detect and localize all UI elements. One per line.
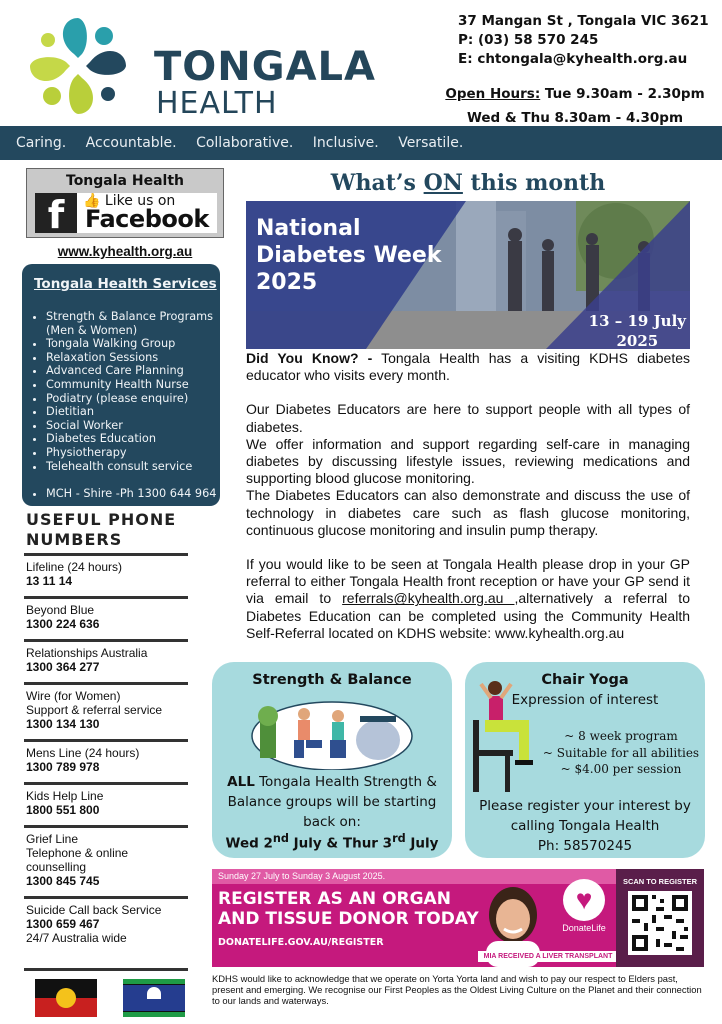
donatelife-ad[interactable]: [212, 869, 704, 967]
facebook-title: Tongala Health: [66, 173, 184, 189]
donate-url[interactable]: DONATELIFE.GOV.AU/REGISTER: [218, 937, 384, 948]
service-item: • Relaxation Sessions: [46, 351, 220, 365]
tagline-item: Accountable.: [85, 135, 177, 151]
yoga-detail: ~ 8 week program: [564, 729, 678, 743]
website-link[interactable]: www.kyhealth.org.au: [57, 244, 193, 259]
yoga-register: Please register your interest by calling Tongala Health Ph: 58570245: [471, 796, 699, 856]
phone-number[interactable]: 1300 845 745: [26, 874, 100, 888]
exercise-illustration-icon: [250, 696, 414, 770]
service-item: • Dietitian: [46, 405, 220, 419]
services-panel: [22, 264, 220, 506]
hours-label: Open Hours:: [445, 86, 541, 102]
heart-icon: ♥: [563, 879, 605, 921]
strength-dates: Wed 2nd July & Thur 3rd July: [225, 832, 439, 852]
acknowledgement: KDHS would like to acknowledge that we operate on Yorta Yorta land and wish to pay our respect to Elders past, present and emerging. We recognise our First Peoples as the Oldest Living Culture on the Planet and their connection to our lands and waterways.: [212, 973, 702, 1007]
phone-entry: Grief Line Telephone & online counselling 1300 845 745: [24, 825, 188, 896]
service-item: • Tongala Walking Group: [46, 337, 220, 351]
service-item: • Strength & Balance Programs (Men & Women): [46, 310, 220, 337]
tagline-item: Collaborative.: [196, 135, 294, 151]
tagline-item: Versatile.: [398, 135, 464, 151]
donate-headline: REGISTER AS AN ORGAN AND TISSUE DONOR TODAY: [218, 889, 479, 929]
open-hours: [440, 82, 710, 130]
yoga-phone[interactable]: Ph: 58570245: [537, 838, 633, 854]
diabetes-article: Did You Know? - Tongala Health has a visiting KDHS diabetes educator who visits every month. Our Diabetes Educators are here to support people with all types of diabetes. We offer information and support regarding self-care in managing diabetes by discussing lifestyle issues, reviewing medications and supporting blood glucose monitoring. The Diabetes Educators can also demonstrate and discuss the use of technology in diabetes care such as flash glucose monitoring, continuous glucose monitoring and insulin pump therapy. If you would like to be seen at Tongala Health please drop in your GP referral to either Tongala Health front reception or have your GP send it via email to referrals@kyhealth.org.au ,alternatively a referral to Diabetes Education can be completed using the Community Health Self-Referral located on KDHS website: www.kyhealth.org.au: [246, 350, 691, 641]
phone-number[interactable]: 13 11 14: [26, 574, 73, 588]
thumbs-up-icon: 👍: [83, 193, 101, 209]
service-item: • Community Health Nurse: [46, 378, 220, 392]
phone-entry: Suicide Call back Service 1300 659 467 24/7 Australia wide: [24, 896, 188, 953]
diabetes-week-banner: [246, 201, 690, 349]
chair-yoga-illustration-icon: [469, 676, 543, 796]
banner-title: National Diabetes Week 2025: [256, 216, 442, 295]
tongala-health-logo: [22, 10, 134, 122]
whats-on-title: What’s ON this month: [330, 170, 606, 196]
donate-caption: MIA RECEIVED A LIVER TRANSPLANT: [478, 951, 618, 962]
yoga-detail: ~ $4.00 per session: [560, 762, 682, 776]
aboriginal-flag-icon: [35, 979, 97, 1017]
paragraph: We offer information and support regarding self-care in managing diabetes by discussing lifestyle issues, reviewing medications and supporting blood glucose monitoring.: [246, 435, 690, 487]
brand-name: TONGALA: [154, 44, 376, 90]
address: 37 Mangan St , Tongala VIC 3621: [458, 13, 709, 29]
services-list: [46, 310, 220, 501]
tagline-item: Inclusive.: [312, 135, 379, 151]
services-title: Tongala Health Services: [34, 276, 217, 292]
card-title: Chair Yoga: [541, 672, 629, 688]
yoga-subtitle: Expression of interest: [511, 692, 659, 708]
phone-entry: Beyond Blue 1300 224 636: [24, 596, 188, 639]
donate-dates: Sunday 27 July to Sunday 3 August 2025.: [212, 869, 616, 884]
strength-balance-card: [212, 662, 452, 858]
referral-email-link[interactable]: referrals@kyhealth.org.au: [342, 590, 515, 607]
yoga-detail: ~ Suitable for all abilities: [542, 745, 700, 760]
facebook-word: Facebook: [85, 205, 209, 233]
brand-subtitle: HEALTH: [156, 86, 278, 121]
qr-label: SCAN TO REGISTER: [622, 877, 698, 886]
did-you-know-label: Did You Know? -: [246, 350, 373, 366]
facebook-like: 👍 Like us on: [83, 193, 176, 209]
torres-strait-flag-icon: [123, 979, 185, 1017]
phone-entry: Relationships Australia 1300 364 277: [24, 639, 188, 682]
yoga-details: [537, 728, 705, 778]
donatelife-logo: ♥ DonateLife: [558, 879, 610, 933]
service-item: • Telehealth consult service: [46, 460, 220, 474]
phone-number[interactable]: 1300 659 467: [26, 917, 100, 931]
chair-yoga-card: [465, 662, 705, 858]
flags-row: [24, 968, 188, 971]
service-item: • Diabetes Education: [46, 432, 220, 446]
facebook-icon: f: [35, 193, 77, 233]
hours-line1: Tue 9.30am - 2.30pm: [540, 86, 705, 102]
hours-line2: Wed & Thu 8.30am - 4.30pm: [466, 110, 684, 126]
service-item: • Physiotherapy: [46, 446, 220, 460]
paragraph: The Diabetes Educators can also demonstrate and discuss the use of technology in diabetes care such as flash glucose monitoring, continuous glucose monitoring and insulin pump therapy.: [246, 487, 690, 538]
service-item-mch: • MCH - Shire -Ph 1300 644 964: [46, 487, 220, 501]
qr-panel[interactable]: [616, 869, 704, 967]
tagline-item: Caring.: [16, 135, 67, 151]
service-item: • Social Worker: [46, 419, 220, 433]
service-item: • Advanced Care Planning: [46, 364, 220, 378]
phone-number[interactable]: 1300 789 978: [26, 760, 100, 774]
email: E: chtongala@kyhealth.org.au: [458, 51, 688, 67]
qr-code-icon[interactable]: [628, 891, 692, 955]
contact-block: [458, 12, 709, 69]
phone: P: (03) 58 570 245: [458, 32, 599, 48]
phone-entry: Wire (for Women) Support & referral service 1300 134 130: [24, 682, 188, 739]
paragraph: Our Diabetes Educators are here to support people with all types of diabetes.: [246, 401, 690, 435]
tagline-bar: [0, 126, 722, 160]
paragraph: If you would like to be seen at Tongala Health please drop in your GP referral to either Tongala Health front reception or have your GP send it via email to referrals@kyhealth.org.au ,alternatively a referral to Diabetes Education can be completed using the Community Health Self-Referral located on KDHS website: www.kyhealth.org.au: [246, 556, 690, 641]
phone-number[interactable]: 1300 134 130: [26, 717, 100, 731]
phone-numbers-heading: USEFUL PHONE NUMBERS: [26, 510, 177, 549]
phone-number[interactable]: 1300 224 636: [26, 617, 100, 631]
phone-entry: Lifeline (24 hours) 13 11 14: [24, 553, 188, 596]
phone-entry: Kids Help Line 1800 551 800: [24, 782, 188, 825]
facebook-promo[interactable]: [26, 168, 224, 238]
banner-dates: 13 – 19 July 2025: [588, 312, 686, 349]
strength-text: ALL Tongala Health Strength & Balance groups will be starting back on:: [227, 774, 437, 830]
phone-list: [24, 553, 188, 953]
phone-entry: Mens Line (24 hours) 1300 789 978: [24, 739, 188, 782]
card-title: Strength & Balance: [252, 672, 412, 688]
phone-number[interactable]: 1800 551 800: [26, 803, 100, 817]
phone-number[interactable]: 1300 364 277: [26, 660, 100, 674]
service-item: • Podiatry (please enquire): [46, 392, 220, 406]
